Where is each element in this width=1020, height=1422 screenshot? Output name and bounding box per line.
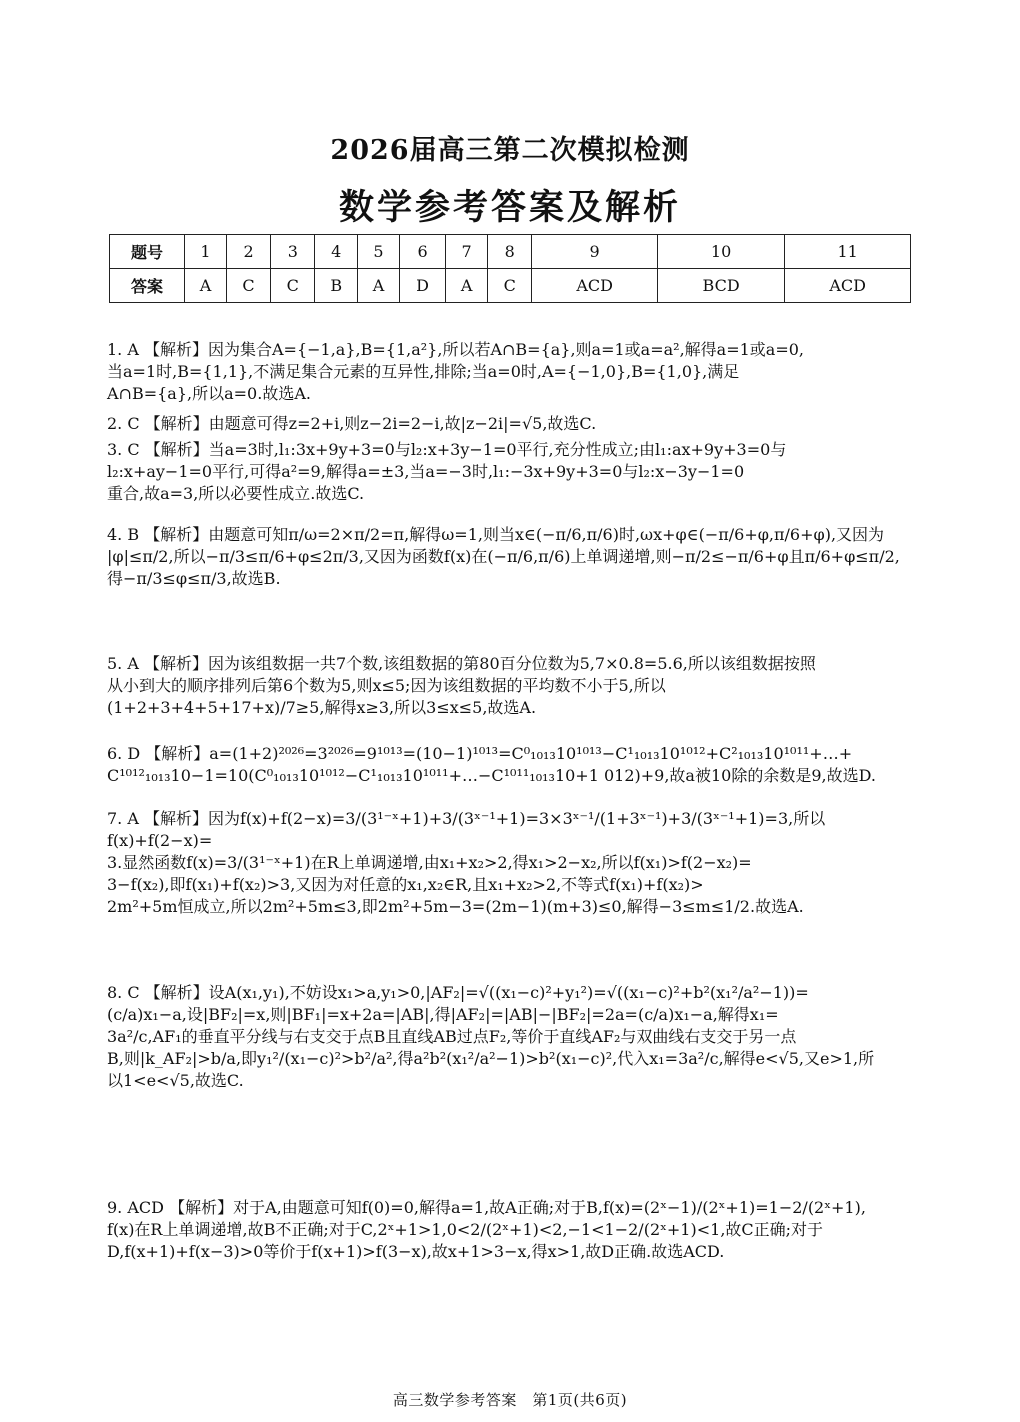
answer-cell: C [226,269,270,303]
question-number: 9 [532,235,658,269]
answer-cell: C [271,269,315,303]
solution-9: 9. ACD 【解析】对于A,由题意可知f(0)=0,解得a=1,故A正确;对于B,f(x)=(2ˣ−1)/(2ˣ+1)=1−2/(2ˣ+1), f(x)在R上单调递增,故B不正确;对于C,2ˣ+1>1,0<2/(2ˣ+1)<2,−1<1−2/(2ˣ+1)<1,故C正确;对于 D,f(x+1)+f(x−3)>0等价于f(x+1)>f(3−x),故x+1>3−x,得x>1,故D正确.故选ACD. [107,1198,866,1261]
question-number: 4 [315,235,358,269]
question-number: 11 [785,235,911,269]
answer-cell: C [488,269,532,303]
answer-cell: ACD [532,269,658,303]
answer-row [110,269,911,303]
answer-cell: BCD [657,269,784,303]
answer-cell: ACD [785,269,911,303]
question-number: 3 [271,235,315,269]
answer-cell: A [358,269,400,303]
answer-table [109,234,911,303]
solution-1: 1. A 【解析】因为集合A={−1,a},B={1,a²},所以若A∩B={a},则a=1或a=a²,解得a=1或a=0, 当a=1时,B={1,1},不满足集合元素的互异性,排除;当a=0时,A={−1,0},B={1,0},满足 A∩B={a},所以a=0.故选A. [107,340,804,403]
solution-7: 7. A 【解析】因为f(x)+f(2−x)=3/(3¹⁻ˣ+1)+3/(3ˣ⁻¹+1)=3×3ˣ⁻¹/(1+3ˣ⁻¹)+3/(3ˣ⁻¹+1)=3,所以f(x)+f(2−x)= 3.显然函数f(x)=3/(3¹⁻ˣ+1)在R上单调递增,由x₁+x₂>2,得x₁>2−x₂,所以f(x₁)>f(2−x₂)= 3−f(x₂),即f(x₁)+f(x₂)>3,又因为对任意的x₁,x₂∈R,且x₁+x₂>2,不等式f(x₁)+f(x₂)> 2m²+5m恒成立,所以2m²+5m≤3,即2m²+5m−3=(2m−1)(m+3)≤0,解得−3≤m≤1/2.故选A. [107,809,826,916]
question-number: 7 [446,235,488,269]
solution-5: 5. A 【解析】因为该组数据一共7个数,该组数据的第80百分位数为5,7×0.8=5.6,所以该组数据按照 从小到大的顺序排列后第6个数为5,则x≤5;因为该组数据的平均数不小于5,所以 (1+2+3+4+5+17+x)/7≥5,解得x≥3,所以3≤x≤5,故选A. [107,654,816,717]
question-number: 6 [399,235,445,269]
answer-cell: B [315,269,358,303]
answer-cell: A [185,269,227,303]
question-number: 2 [226,235,270,269]
question-number-row [110,235,911,269]
question-number: 8 [488,235,532,269]
row-label-question: 题号 [110,235,185,269]
question-number: 10 [657,235,784,269]
answer-cell: A [446,269,488,303]
question-number: 5 [358,235,400,269]
solution-3: 3. C 【解析】当a=3时,l₁:3x+9y+3=0与l₂:x+3y−1=0平行,充分性成立;由l₁:ax+9y+3=0与 l₂:x+ay−1=0平行,可得a²=9,解得a=±3,当a=−3时,l₁:−3x+9y+3=0与l₂:x−3y−1=0 重合,故a=3,所以必要性成立.故选C. [107,440,787,503]
answer-cell: D [399,269,445,303]
row-label-answer: 答案 [110,269,185,303]
exam-title: 2026届高三第二次模拟检测 [330,135,690,166]
solution-8: 8. C 【解析】设A(x₁,y₁),不妨设x₁>a,y₁>0,|AF₂|=√((x₁−c)²+y₁²)=√((x₁−c)²+b²(x₁²/a²−1))= (c/a)x₁−a,设|BF₂|=x,则|BF₁|=x+2a=|AB|,得|AF₂|=|AB|−|BF₂|=2a=(c/a)x₁−a,解得x₁= 3a²/c,AF₁的垂直平分线与右支交于点B且直线AB过点F₂,等价于直线AF₂与双曲线右支交于另一点 B,则|k_AF₂|>b/a,即y₁²/(x₁−c)²>b²/a²,得a²b²(x₁²/a²−1)>b²(x₁−c)²,代入x₁=3a²/c,解得e<√5,又e>1,所 以1<e<√5,故选C. [107,983,875,1090]
solution-4: 4. B 【解析】由题意可知π/ω=2×π/2=π,解得ω=1,则当x∈(−π/6,π/6)时,ωx+φ∈(−π/6+φ,π/6+φ),又因为 |φ|≤π/2,所以−π/3≤π/6+φ≤2π/3,又因为函数f(x)在(−π/6,π/6)上单调递增,则−π/2≤−π/6+φ且π/6+φ≤π/2, 得−π/3≤φ≤π/3,故选B. [107,525,900,588]
question-number: 1 [185,235,227,269]
solution-2: 2. C 【解析】由题意可得z=2+i,则z−2i=2−i,故|z−2i|=√5,故选C. [107,414,597,433]
document-subtitle: 数学参考答案及解析 [338,187,681,228]
page-footer: 高三数学参考答案 第1页(共6页) [392,1391,628,1409]
solution-6: 6. D 【解析】a=(1+2)²⁰²⁶=3²⁰²⁶=9¹⁰¹³=(10−1)¹⁰¹³=C⁰₁₀₁₃10¹⁰¹³−C¹₁₀₁₃10¹⁰¹²+C²₁₀₁₃10¹⁰¹¹+…+ C¹⁰¹²₁₀₁₃10−1=10(C⁰₁₀₁₃10¹⁰¹²−C¹₁₀₁₃10¹⁰¹¹+…−C¹⁰¹¹₁₀₁₃10+1 012)+9,故a被10除的余数是9,故选D. [107,744,876,785]
